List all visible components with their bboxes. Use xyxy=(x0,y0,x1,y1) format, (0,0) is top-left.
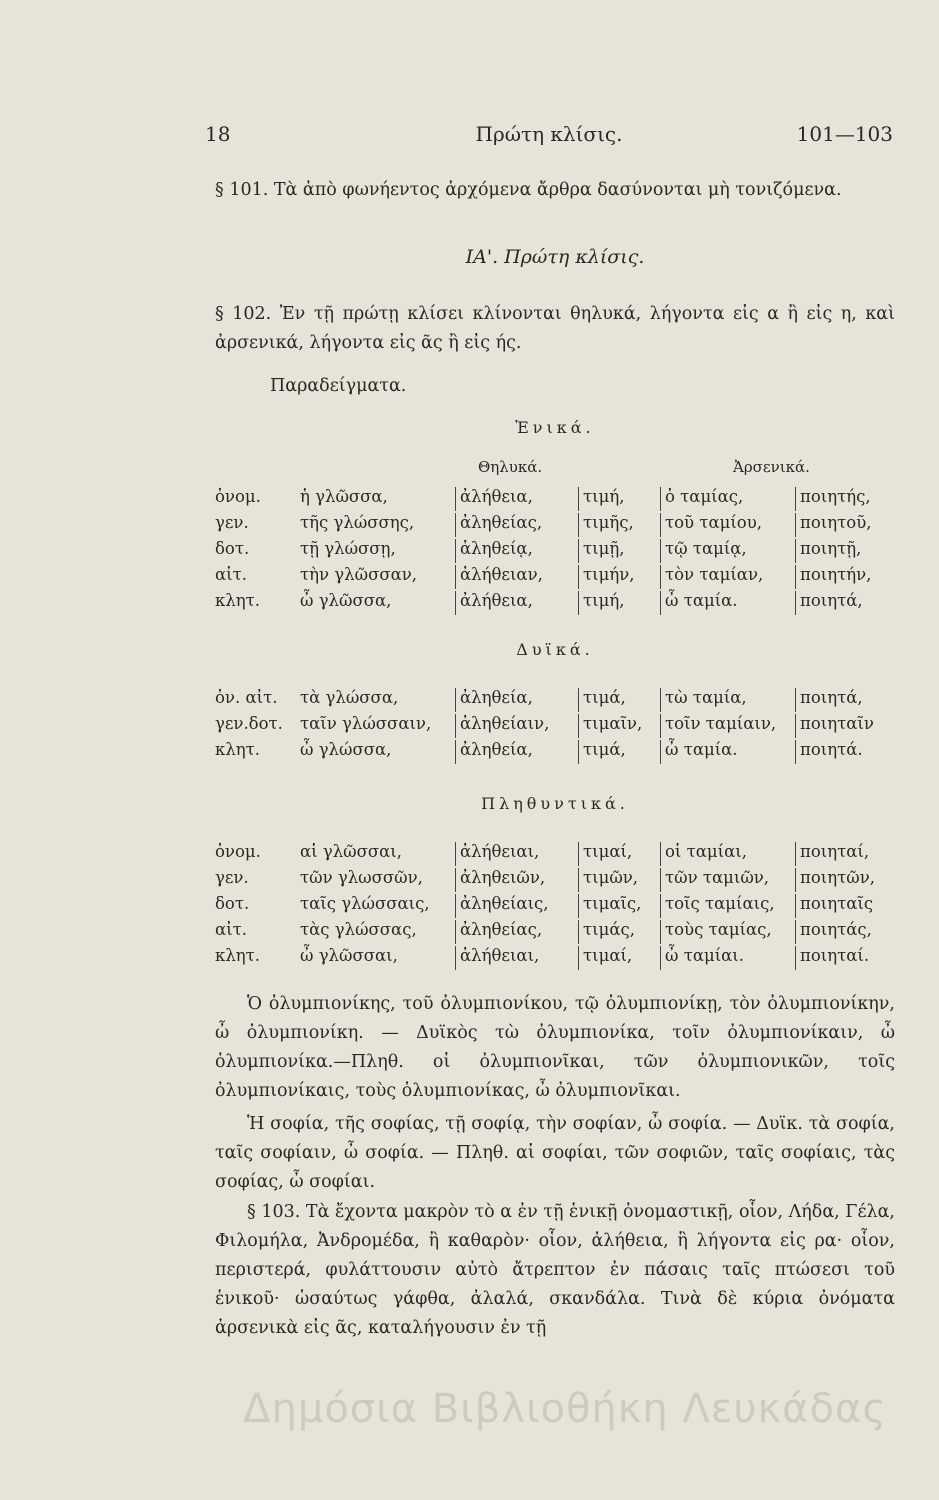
table-cell: τιμά, xyxy=(578,688,626,712)
table-cell: τὰ γλώσσα, xyxy=(300,688,399,707)
table-cell: τιμαῖν, xyxy=(578,714,642,738)
table-row xyxy=(215,894,905,920)
table-cell: ποιητά, xyxy=(795,688,863,712)
table-cell: ποιητά, xyxy=(795,591,863,615)
plural-table xyxy=(215,842,905,972)
case-label: αἰτ. xyxy=(215,565,247,584)
paragraph-sophia: Ἡ σοφία, τῆς σοφίας, τῇ σοφίᾳ, τὴν σοφίαν, ὦ σοφία. — Δυϊκ. τὰ σοφία, ταῖς σοφίαιν, ὦ σοφία. — Πληθ. αἱ σοφίαι, τῶν σοφιῶν, ταῖς σοφίαις, τὰς σοφίας, ὦ σοφίαι. xyxy=(215,1114,895,1192)
table-row xyxy=(215,688,905,714)
table-cell: τιμάς, xyxy=(578,920,635,944)
library-watermark: Δημόσια Βιβλιοθήκη Λευκάδας xyxy=(243,1386,887,1432)
case-label: ὀν. αἰτ. xyxy=(215,688,278,707)
table-cell: ἀλήθεια, xyxy=(455,487,533,511)
table-cell: τιμῇ, xyxy=(578,539,624,563)
running-title: Πρώτη κλίσις. xyxy=(475,122,623,146)
dual-table xyxy=(215,688,905,766)
table-cell: τιμαί, xyxy=(578,946,632,970)
table-cell: ποιητοῦ, xyxy=(795,513,871,537)
table-cell: ἀλήθειαι, xyxy=(455,842,539,866)
case-label: κλητ. xyxy=(215,591,261,610)
case-label: δοτ. xyxy=(215,894,250,913)
paragraph-olympionikes: Ὁ ὀλυμπιονίκης, τοῦ ὀλυμπιονίκου, τῷ ὀλυμπιονίκῃ, τὸν ὀλυμπιονίκην, ὦ ὀλυμπιονίκη. — Δυϊκὸς τὼ ὀλυμπιονίκα, τοῖν ὀλυμπιονίκαιν, ὦ ὀλυμπιονίκα.—Πληθ. οἱ ὀλυμπιονῖκαι, τῶν ὀλυμπιονικῶν, τοῖς ὀλυμπιονίκαις, τοὺς ὀλυμπιονίκας, ὦ ὀλυμπιονῖκαι. xyxy=(215,994,895,1101)
table-cell: τιμῶν, xyxy=(578,868,638,892)
table-cell: τιμή, xyxy=(578,487,624,511)
table-row xyxy=(215,714,905,740)
table-cell: οἱ ταμίαι, xyxy=(660,842,747,866)
table-cell: ἀλήθειαι, xyxy=(455,946,539,970)
paragraph-101: § 101. Τὰ ἀπὸ φωνήεντος ἀρχόμενα ἄρθρα δασύνονται μὴ τονιζόμενα. xyxy=(215,180,842,200)
section-range: 101—103 xyxy=(796,122,893,146)
table-cell: ὦ ταμία. xyxy=(660,591,738,615)
table-row xyxy=(215,946,905,972)
table-cell: ὦ ταμίαι. xyxy=(660,946,744,970)
paragraph-103: § 103. Τὰ ἔχοντα μακρὸν τὸ α ἐν τῇ ἑνικῇ ὀνομαστικῇ, οἷον, Λήδα, Γέλα, Φιλομήλα, Ἀνδρομέδα, ἢ καθαρὸν· οἷον, ἀλήθεια, ἢ λήγοντα εἰς ρα· οἷον, περιστερά, φυλάττουσιν αὐτὸ ἄτρεπτον ἐν πάσαις ταῖς πτώσεσι τοῦ ἑνικοῦ· ὡσαύτως γάφθα, ἀλαλά, σκανδάλα. Τινὰ δὲ κύρια ὀνόματα ἀρσενικὰ εἰς ᾶς, καταλήγουσιν ἐν τῇ xyxy=(215,1202,895,1338)
case-label: γεν.δοτ. xyxy=(215,714,283,733)
table-cell: τιμαί, xyxy=(578,842,632,866)
table-cell: ποιητῇ, xyxy=(795,539,861,563)
table-row xyxy=(215,591,905,617)
running-header xyxy=(205,122,893,150)
table-cell: ἀληθεία, xyxy=(455,740,533,764)
table-cell: ἡ γλῶσσα, xyxy=(300,487,388,506)
case-label: γεν. xyxy=(215,513,249,532)
table-cell: τοὺς ταμίας, xyxy=(660,920,772,944)
table-cell: ποιητάς, xyxy=(795,920,872,944)
feminine-label: Θηλυκά. xyxy=(478,458,543,476)
table-cell: ποιητά. xyxy=(795,740,863,764)
table-cell: ὦ γλῶσσα, xyxy=(300,591,392,610)
table-row xyxy=(215,842,905,868)
table-cell: ποιηταί, xyxy=(795,842,869,866)
singular-label: Ἑνικά. xyxy=(515,418,595,437)
table-cell: ταῖν γλώσσαιν, xyxy=(300,714,432,733)
table-cell: ποιηταῖν xyxy=(795,714,874,738)
table-cell: τιμῆς, xyxy=(578,513,634,537)
case-label: ὀνομ. xyxy=(215,842,261,861)
table-cell: ἀλήθειαν, xyxy=(455,565,543,589)
table-row xyxy=(215,513,905,539)
page-number: 18 xyxy=(205,122,231,146)
table-row xyxy=(215,740,905,766)
table-cell: τοῖν ταμίαιν, xyxy=(660,714,776,738)
table-cell: ἀλήθεια, xyxy=(455,591,533,615)
table-cell: τὼ ταμία, xyxy=(660,688,747,712)
table-cell: τὰς γλώσσας, xyxy=(300,920,417,939)
table-cell: τὸν ταμίαν, xyxy=(660,565,763,589)
table-cell: τιμή, xyxy=(578,591,624,615)
paragraph-102: § 102. Ἐν τῇ πρώτῃ κλίσει κλίνονται θηλυκά, λήγοντα εἰς α ἢ εἰς η, καὶ ἀρσενικά, λήγοντα εἰς ᾶς ἢ εἰς ής. xyxy=(215,304,895,353)
table-row xyxy=(215,565,905,591)
table-cell: ποιητής, xyxy=(795,487,871,511)
table-cell: ἀληθειῶν, xyxy=(455,868,545,892)
chapter-title: ΙΑ'. Πρώτη κλίσις. xyxy=(465,246,645,268)
masculine-label: Ἀρσενικά. xyxy=(733,458,810,476)
case-label: κλητ. xyxy=(215,740,261,759)
table-cell: ποιητῶν, xyxy=(795,868,875,892)
table-cell: ποιητήν, xyxy=(795,565,871,589)
table-cell: τιμαῖς, xyxy=(578,894,641,918)
table-cell: ὦ γλῶσσαι, xyxy=(300,946,398,965)
case-label: αἰτ. xyxy=(215,920,247,939)
table-cell: ὁ ταμίας, xyxy=(660,487,743,511)
table-cell: τῶν γλωσσῶν, xyxy=(300,868,423,887)
table-row xyxy=(215,920,905,946)
case-label: γεν. xyxy=(215,868,249,887)
table-cell: ὦ γλώσσα, xyxy=(300,740,392,759)
table-cell: ἀληθείαιν, xyxy=(455,714,549,738)
table-cell: τοῦ ταμίου, xyxy=(660,513,762,537)
singular-table xyxy=(215,487,905,617)
table-cell: ποιηταῖς xyxy=(795,894,873,918)
table-cell: τῇ γλώσσῃ, xyxy=(300,539,396,558)
table-cell: τῷ ταμίᾳ, xyxy=(660,539,747,563)
table-cell: ἀληθείας, xyxy=(455,920,542,944)
table-cell: ἀληθεία, xyxy=(455,688,533,712)
table-cell: ἀληθείας, xyxy=(455,513,542,537)
table-cell: ποιηταί. xyxy=(795,946,869,970)
table-cell: ἀληθείᾳ, xyxy=(455,539,533,563)
case-label: ὀνομ. xyxy=(215,487,261,506)
case-label: δοτ. xyxy=(215,539,250,558)
dual-label: Δυϊκά. xyxy=(516,640,594,659)
table-cell: τὴν γλῶσσαν, xyxy=(300,565,418,584)
examples-label: Παραδείγματα. xyxy=(270,376,407,396)
case-label: κλητ. xyxy=(215,946,261,965)
table-cell: ἀληθείαις, xyxy=(455,894,549,918)
table-cell: τιμήν, xyxy=(578,565,634,589)
table-cell: τοῖς ταμίαις, xyxy=(660,894,775,918)
table-cell: ταῖς γλώσσαις, xyxy=(300,894,430,913)
plural-label: Πληθυντικά. xyxy=(481,794,629,813)
table-row xyxy=(215,868,905,894)
table-cell: ὦ ταμία. xyxy=(660,740,738,764)
table-row xyxy=(215,539,905,565)
table-row xyxy=(215,487,905,513)
table-cell: τῆς γλώσσης, xyxy=(300,513,415,532)
table-cell: τῶν ταμιῶν, xyxy=(660,868,769,892)
table-cell: αἱ γλῶσσαι, xyxy=(300,842,403,861)
table-cell: τιμά, xyxy=(578,740,626,764)
